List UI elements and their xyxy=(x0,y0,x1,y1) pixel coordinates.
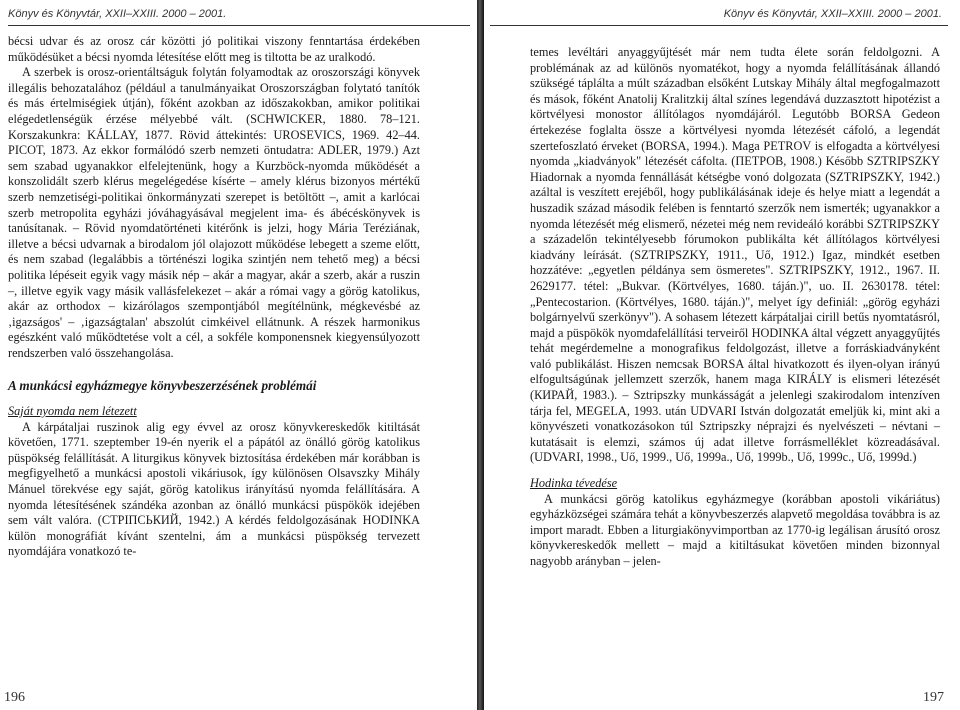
right-page xyxy=(482,0,960,710)
header-rule xyxy=(490,25,948,26)
body-text xyxy=(8,34,420,560)
section-title: A munkácsi egyházmegye könyvbeszerzésének problémái xyxy=(8,378,317,394)
subheading: Hodinka tévedése xyxy=(530,476,618,491)
left-page xyxy=(0,0,478,710)
subheading: Saját nyomda nem létezett xyxy=(8,404,137,419)
page-number: 197 xyxy=(923,690,944,705)
paragraph: A munkácsi görög katolikus egyházmegye (korábban apostoli vikáriátus) egyházközségei számára tehát a könyvbeszerzés alapvető megoldása továbbra is az import maradt. Ebben a liturgiakönyvimportban az 1770-ig legálisan árusító orosz könyvkereskedők mellett – majd a kitiltásukat követően minden bizonnyal nagyobb arányban – jelen- xyxy=(530,491,940,568)
paragraph: bécsi udvar és az orosz cár közötti jó politikai viszony fenntartása érdekében működésüket a bécsi nyomda létesítése előtt meg is tiltotta be az uralkodó. xyxy=(8,34,420,64)
running-head: Könyv és Könyvtár, XXII–XXIII. 2000 – 2001. xyxy=(723,8,942,20)
paragraph: temes levéltári anyaggyűjtését már nem tudta élete során feldolgozni. A problémának az ad különös nyomatékot, hogy a nyomda felállításának állandó szükségé táplálta a múlt században elsőként Lutskay Mihály által megfogalmazott és mások, főként Anatolij Kralitzkij által színes legendává duzzasztott hipotézist a körtvélyesi monostor állítólagos nyomdájáról. Legutóbb BORSA Gedeon értekezése foglalta össze a körtvélyesi nyomda létezését cáfoló, a legendát szertefoszlató érveket (BORSA, 1994.). Maga PETROV is elfogadta a körtvélyesi nyomda „kiadványok" létezését cáfolta. (ПЕТРОВ, 1908.) Később SZTRIPSZKY Hiadornak a nyomda fennállását kétségbe vonó dolgozata (SZTRIPSZKY, 1942.) azáltal is veszített erejéből, hogy publikálásának ideje és helye miatt a legendát a huszadik század második felében is fenntartó szerzők nem ismerték; ugyanakkor a nyomda létezését még elismerő, nézetei még nem revideáló korábbi SZTRIPSZKY a századelőn tekintélyesebb fórumokon publikálta két állítólagos körtvélyesi kiadvány leírását. (SZTRIPSZKY, 1911., Uő, 1912.) Igaz, mindkét esetben hozzátéve: „egyetlen példánya sem ösmeretes". SZTRIPSZKY, 1912., 1967. II. 2629177. tétel: „Bukvar. (Körtvélyes, 1680. táján.)", uo. II. 2630178. tétel: „Pentecostarion. (Körtvélyes, 1680. táján.)", melyet így definiál: „görög egyházi bolgárnyelvű szerkönyv"). A sohasem létezett kárpátaljai cirill betűs nyomtatásról, majd a püspökök nyomdafelállítási terveiről HODINKA által végzett anyaggyűjtés tehát megérdemelne a monografikus feldolgozást, illetve a forráskiadványként való publikálást. Hiszen nemcsak BORSA által hivatkozott és ilyen-olyan irányú elfogultságúnak jellemzett szerzők, hanem maga KIRÁLY is elismeri létezését (КИРАЙ, 1983.). – Sztripszky munkásságát a jelenlegi szakirodalom intenzíven tárja fel, MEGELA, 1993. után UDVARI István dolgozatát emeljük ki, mint aki a könyvészeti vonatkozásokon túl Sztripszky néprajzi és nyelvészeti – névtani – kutatásait is elemzi, számos új adat illetve forrásmelléklet közreadásával. (UDVARI, 1998., Uő, 1999., Uő, 1999a., Uő, 1999b., Uő, 1999c., Uő, 1999d.) xyxy=(530,45,940,465)
page-number: 196 xyxy=(4,690,25,705)
paragraph: A szerbek is orosz-orientáltságuk folytán folyamodtak az oroszországi könyvek illegális behozatalához (például a tanulmányaikat Oroszországban folytató tanítók és más értelmiségiek útján), főként azokban az időszakokban, amikor politikai elégedetlenségük érzése mélyebbé vált. (SCHWICKER, 1880. 78–121. Korszakunkra: KÁLLAY, 1877. Rövid áttekintés: UROSEVICS, 1969. 42–44. PICOT, 1873. Az ekkor formálódó szerb nemzeti öntudatra: ADLER, 1979.) Azt sem szabad ugyanakkor elfelejtenünk, hogy a Kurzböck-nyomda működését a konszolidált szerb klérus megelégedése kísérte – amely klérus bizonyos mértékű szerb nemzetiségi-politikai önkormányzati szerepet is betöltött –, amit a karlócai szerb metropolita egyházi jóváhagyásával megjelent ima- és ábécéskönyvek is tanúsítanak. – Rövid nyomdatörténeti kitérőnk is jelzi, hogy Mária Teréziának, illetve a bécsi udvarnak a birodalom jól olajozott működése lebegett a szeme előtt, és nem szabad (legalábbis a történészi logika szintjén nem tehető meg) a bécsi politika lépéseit egyik vagy másik nép – akár a magyar, akár a szerb, akár a ruszin –, illetve egyik vagy másik vallásfelekezet – akár a római vagy a görög katolikus, akár az orthodox – kizárólagos szempontjából megítélnünk, mégkevésbé az ‚igazságos' – ‚igazságtalan' abszolút cimkéivel ellátnunk. A részek harmonikus egészként való működtetése volt a cél, a sokféle komponensnek kiegyensúlyozott rendszerben való összehangolása. xyxy=(8,65,420,360)
body-text xyxy=(530,45,940,570)
header-rule xyxy=(8,25,470,26)
running-head: Könyv és Könyvtár, XXII–XXIII. 2000 – 2001. xyxy=(8,8,227,20)
paragraph: A kárpátaljai ruszinok alig egy évvel az orosz könyvkereskedők kitiltását követően, 1771. szeptember 19-én nyerik el a pápától az önálló görög katolikus püspökség felállítását. A liturgikus könyvek biztosítása érdekében már korábban is megfigyelhető a munkácsi apostoli vikáriusok, így különösen Olsavszky Mihály Mánuel törekvése egy saját, görög katolikus irányítású nyomda felállítására. A nyomda létesítésének szándéka azonban az önálló munkácsi püspökök idejében sem vált valóra. (СТРІПСЬКИЙ, 1942.) A kérdés feldolgozásának HODINKA külön monográfiát kívánt szentelni, ám a munkácsi püspökség tervezett nyomdájára vonatkozó te- xyxy=(8,419,420,559)
